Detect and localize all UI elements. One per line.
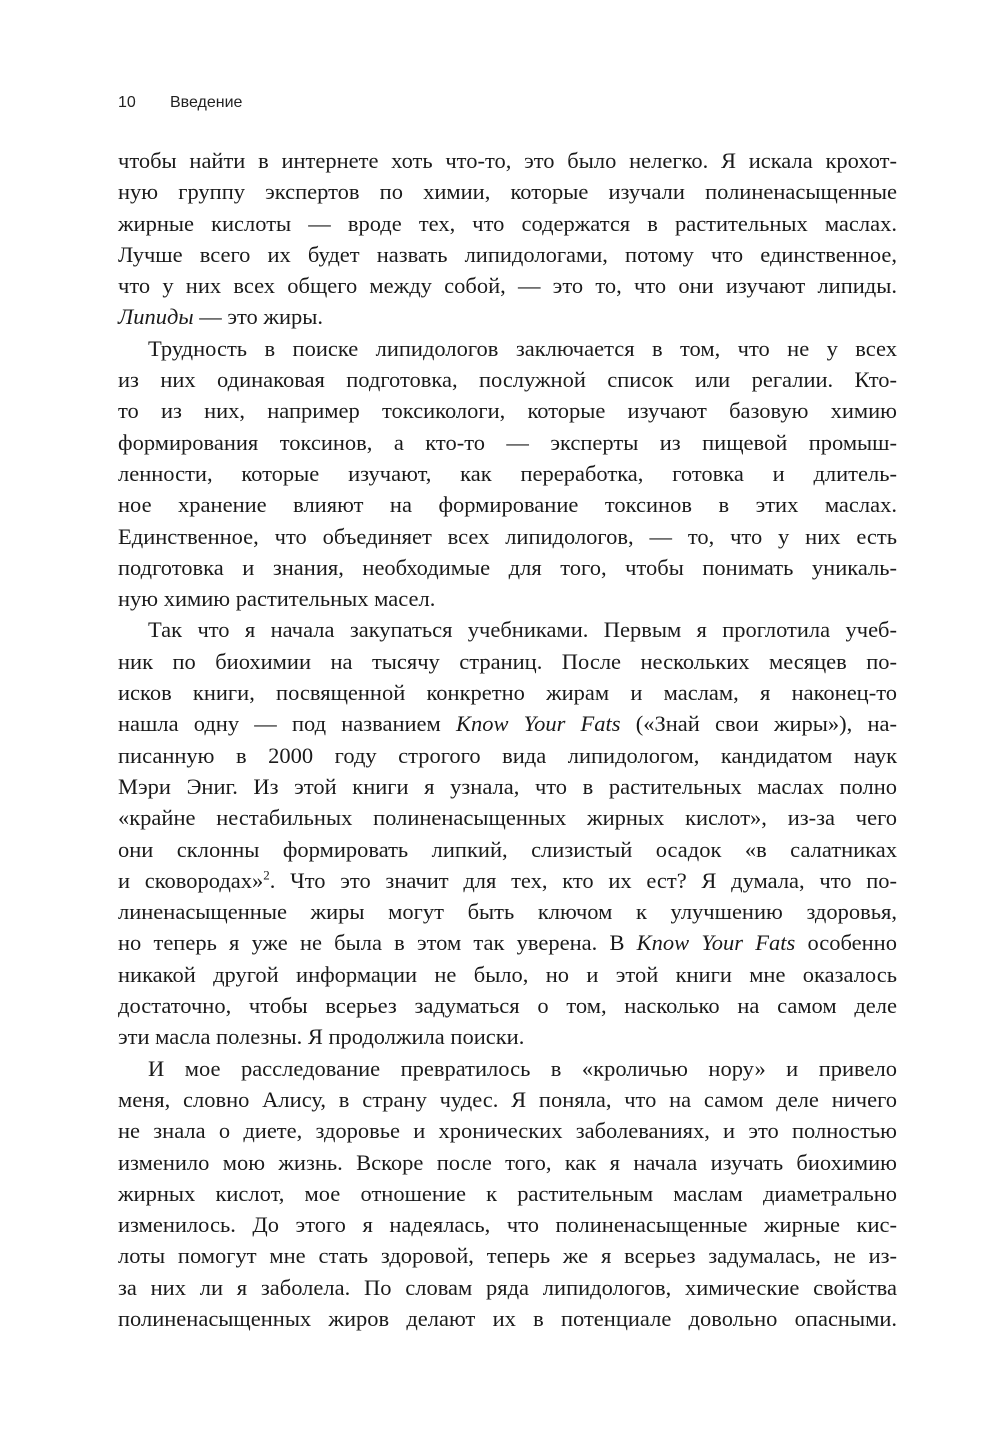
text-segment: исков книги, посвященной конкретно жирам и маслам, я наконец-то	[118, 680, 897, 706]
text-segment: и сковородах»	[118, 867, 264, 893]
text-segment: никакой другой информации не было, но и этой книги мне оказалось	[118, 961, 897, 987]
paragraph	[118, 333, 897, 615]
text-line	[118, 865, 897, 896]
text-segment: изменилось. До этого я надеялась, что полиненасыщенные жирные кис-	[118, 1212, 897, 1238]
text-line	[118, 176, 897, 207]
text-line	[118, 521, 897, 552]
text-segment: ленности, которые изучают, как переработка, готовка и длитель-	[118, 460, 897, 486]
text-segment: И мое расследование превратилось в «кроличью нору» и привело	[148, 1055, 897, 1081]
text-line	[118, 552, 897, 583]
text-segment: жирных кислот, мое отношение к растительным маслам диаметрально	[118, 1180, 897, 1206]
text-segment: за них ли я заболела. По словам ряда липидологов, химические свойства	[118, 1274, 897, 1300]
text-segment: эти масла полезны. Я продолжила поиски.	[118, 1024, 525, 1050]
text-line	[118, 427, 897, 458]
text-segment: из них одинаковая подготовка, послужной список или регалии. Кто-	[118, 367, 897, 393]
text-segment: то из них, например токсикологи, которые изучают базовую химию	[118, 398, 897, 424]
text-segment: — это жиры.	[193, 304, 324, 330]
text-segment: Так что я начала закупаться учебниками. Первым я проглотила учеб-	[148, 617, 897, 643]
text-segment: ную химию растительных масел.	[118, 586, 436, 612]
text-line	[118, 145, 897, 176]
text-segment: полиненасыщенных жиров делают их в потенциале довольно опасными.	[118, 1305, 897, 1331]
text-segment: «крайне нестабильных полиненасыщенных жирных кислот», из-за чего	[118, 805, 897, 831]
text-line	[118, 740, 897, 771]
text-line	[118, 802, 897, 833]
text-segment: нашла одну — под названием	[118, 711, 456, 737]
text-segment: («Знай свои жиры»), на-	[620, 711, 897, 737]
text-line	[118, 1084, 897, 1115]
text-line	[118, 834, 897, 865]
text-line	[118, 959, 897, 990]
text-line	[118, 583, 897, 614]
text-line	[118, 270, 897, 301]
text-line	[118, 677, 897, 708]
text-line	[118, 333, 897, 364]
italic-text: Know Your Fats	[636, 930, 796, 956]
text-segment: формирования токсинов, а кто-то — эксперты из пищевой промыш-	[118, 429, 897, 455]
text-segment: не знала о диете, здоровье и хронических заболеваниях, и это полностью	[118, 1118, 897, 1144]
text-segment: что у них всех общего между собой, — это то, что они изучают липиды.	[118, 273, 897, 299]
text-line	[118, 1303, 897, 1334]
running-head	[118, 94, 242, 112]
text-line	[118, 1115, 897, 1146]
italic-text: Липиды	[118, 304, 194, 330]
text-line	[118, 708, 897, 739]
text-line	[118, 896, 897, 927]
text-segment: Лучше всего их будет назвать липидологами, потому что единственное,	[118, 241, 897, 267]
text-segment: особенно	[795, 930, 897, 956]
text-segment: чтобы найти в интернете хоть что-то, это было нелегко. Я искала крохот-	[118, 148, 897, 173]
text-line	[118, 1178, 897, 1209]
paragraph	[118, 614, 897, 1052]
text-line	[118, 364, 897, 395]
text-segment: изменило мою жизнь. Вскоре после того, как я начала изучать биохимию	[118, 1149, 897, 1175]
text-segment: ник по биохимии на тысячу страниц. После нескольких месяцев по-	[118, 648, 897, 674]
text-segment: подготовка и знания, необходимые для того, чтобы понимать уникаль-	[118, 554, 897, 580]
paragraph	[118, 1053, 897, 1335]
section-title: Введение	[170, 94, 243, 111]
paragraph	[118, 145, 897, 333]
text-segment: писанную в 2000 году строгого вида липидологом, кандидатом наук	[118, 742, 897, 768]
text-line	[118, 1272, 897, 1303]
text-line	[118, 239, 897, 270]
text-line	[118, 927, 897, 958]
text-line	[118, 646, 897, 677]
text-line	[118, 458, 897, 489]
footnote-marker[interactable]: 2	[263, 867, 270, 883]
text-line	[118, 1147, 897, 1178]
text-segment: достаточно, чтобы всерьез задуматься о том, насколько на самом деле	[118, 993, 897, 1019]
text-line	[118, 1209, 897, 1240]
text-segment: меня, словно Алису, в страну чудес. Я поняла, что на самом деле ничего	[118, 1086, 897, 1112]
text-segment: лоты помогут мне стать здоровой, теперь же я всерьез задумалась, не из-	[118, 1243, 897, 1269]
text-line	[118, 395, 897, 426]
text-segment: но теперь я уже не была в этом так уверена. В	[118, 930, 637, 956]
text-segment: Единственное, что объединяет всех липидологов, — то, что у них есть	[118, 523, 897, 549]
page-number: 10	[118, 94, 136, 111]
text-segment: они склонны формировать липкий, слизистый осадок «в салатниках	[118, 836, 897, 862]
text-segment: ную группу экспертов по химии, которые изучали полиненасыщенные	[118, 179, 897, 205]
text-line	[118, 1021, 897, 1052]
text-line	[118, 489, 897, 520]
text-line	[118, 301, 897, 332]
text-line	[118, 1053, 897, 1084]
text-segment: ное хранение влияют на формирование токсинов в этих маслах.	[118, 492, 897, 518]
text-segment: . Что это значит для тех, кто их ест? Я думала, что по-	[269, 867, 897, 893]
body-text	[118, 145, 897, 1334]
text-line	[118, 990, 897, 1021]
text-segment: линенасыщенные жиры могут быть ключом к улучшению здоровья,	[118, 899, 897, 925]
italic-text: Know Your Fats	[455, 711, 621, 737]
text-line	[118, 208, 897, 239]
text-line	[118, 614, 897, 645]
text-segment: Трудность в поиске липидологов заключается в том, что не у всех	[148, 335, 897, 361]
text-line	[118, 771, 897, 802]
text-line	[118, 1240, 897, 1271]
text-segment: жирные кислоты — вроде тех, что содержатся в растительных маслах.	[118, 210, 897, 236]
text-segment: Мэри Эниг. Из этой книги я узнала, что в растительных маслах полно	[118, 773, 897, 799]
